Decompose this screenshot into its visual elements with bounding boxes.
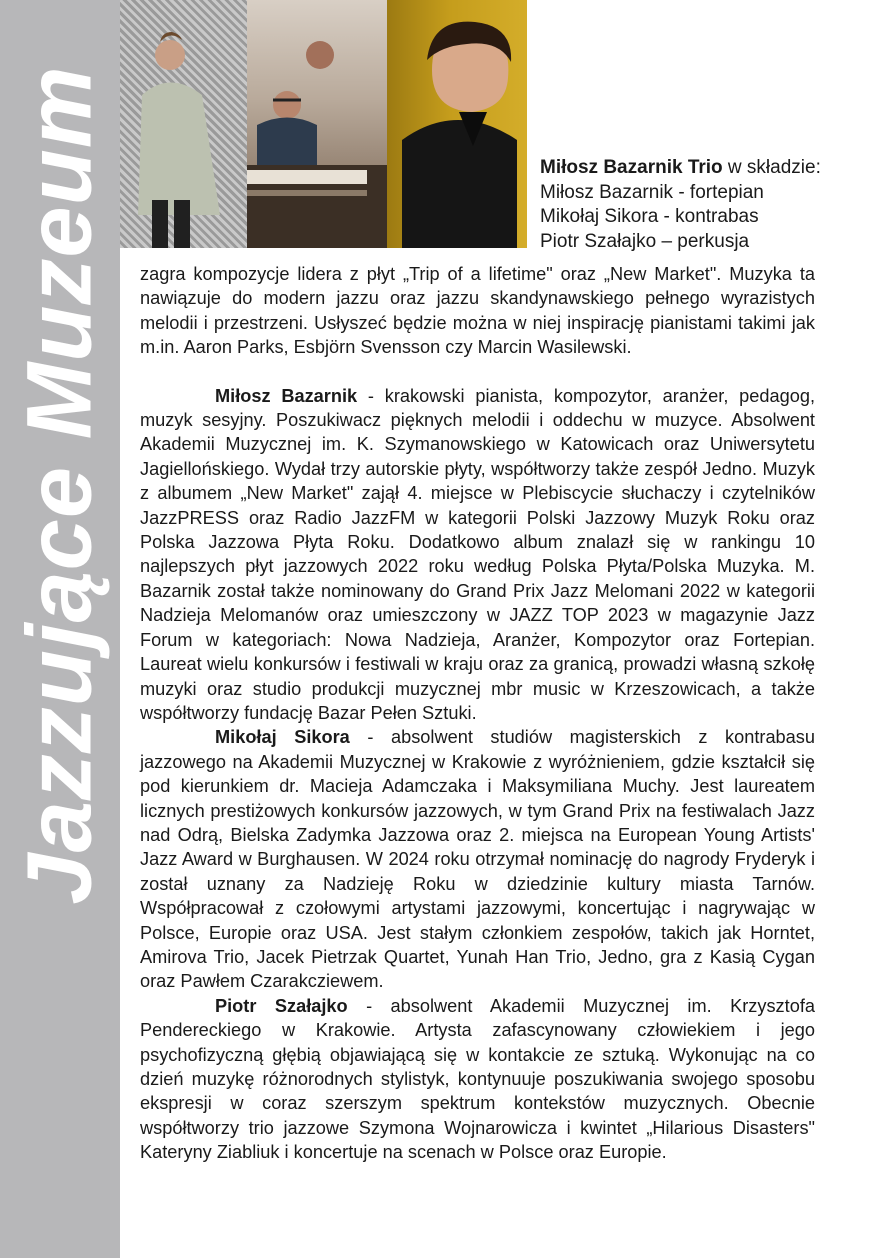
sidebar-band — [0, 0, 120, 1258]
bio-text: - absolwent studiów magisterskich z kontrabasu jazzowego na Akademii Muzycznej w Krakowie z wyróżnieniem, gdzie kształcił się pod kierunkiem dr. Macieja Adamczaka i Maksymiliana Muchy. Jest laureatem licznych prestiżowych konkursów jazzowych, w tym Grand Prix na festiwalach Jazz nad Odrą, Bielska Zadymka Jazzowa oraz 2. miejsca na European Young Artists' Jazz Award w Burghausen. W 2024 roku otrzymał nominację do nagrody Fryderyk i został uznany za Nadzieję Roku w dziedzinie kultury miasta Tarnów. Współpracował z czołowymi artystami jazzowymi, koncertując i nagrywając w Polsce, Europie oraz USA. Jest stałym członkiem zespołów, takich jak Horntet, Amirova Trio, Jacek Pietrzak Quartet, Yunah Han Trio, Jedno, gra z Kasią Cygan oraz Pawłem Czarakcziewem. — [140, 727, 815, 992]
member-line: Miłosz Bazarnik - fortepian — [540, 181, 764, 203]
member-line: Piotr Szałajko – perkusja — [540, 230, 750, 252]
photo-mikolaj-sikora — [247, 0, 387, 248]
band-name: Miłosz Bazarnik Trio — [540, 157, 723, 178]
sidebar-title: Jazzujące Muzeum — [8, 65, 111, 905]
bio-milosz-bazarnik — [140, 384, 815, 726]
article-body — [140, 262, 815, 1165]
bio-name: Mikołaj Sikora — [215, 727, 350, 748]
bio-piotr-szalajko — [140, 994, 815, 1165]
band-lineup-heading — [540, 156, 840, 181]
bio-name: Miłosz Bazarnik — [215, 385, 358, 406]
bio-text: - absolwent Akademii Muzycznej im. Krzysztofa Pendereckiego w Krakowie. Artysta zafascynowany człowiekiem i jego psychofizyczną głębią objawiającą się w kontakcie ze sztuką. Wykonując na co dzień muzykę różnorodnych stylistyk, kontynuuje poszukiwania swojego sposobu ekspresji w coraz szerszym spektrum kontekstów muzycznych. Obecnie współtworzy trio jazzowe Szymona Wojnarowicza i kwintet „Hilarious Disasters" Kateryny Ziabliuk i koncertuje na scenach w Polsce oraz Europie. — [140, 995, 815, 1163]
member-line: Mikołaj Sikora - kontrabas — [540, 206, 759, 227]
intro-paragraph: zagra kompozycje lidera z płyt „Trip of a lifetime" oraz „New Market". Muzyka ta nawiązuje do modern jazzu oraz jazzu skandynawskiego pełnego wyrazistych melodii i przestrzeni. Usłyszeć będzie można w niej inspirację pianistami takimi jak m.in. Aaron Parks, Esbjörn Svensson czy Marcin Wasilewski. — [140, 264, 815, 358]
band-suffix: w składzie: — [722, 157, 821, 178]
bio-text: - krakowski pianista, kompozytor, aranżer, pedagog, muzyk sesyjny. Poszukiwacz pięknych melodii i oddechu w muzyce. Absolwent Akademii Muzycznej im. K. Szymanowskiego w Katowicach oraz Uniwersytetu Jagiellońskiego. Wydał trzy autorskie płyty, współtworzy także zespół Jedno. Muzyk z albumem „New Market" zajął 4. miejsce w Plebiscycie słuchaczy i czytelników JazzPRESS oraz Radio JazzFM w kategorii Polski Jazzowy Muzyk Roku oraz Polska Jazzowa Płyta Roku. Dodatkowo album znalazł się w rankingu 10 najlepszych płyt jazzowych 2022 roku według Polska Płyta/Polska Muzyka. M. Bazarnik został także nominowany do Grand Prix Jazz Melomani 2022 w kategorii Nadzieja Melomanów oraz umieszczony w JAZZ TOP 2023 w magazynie Jazz Forum w kategoriach: Nowa Nadzieja, Aranżer, Kompozytor oraz Fortepian. Laureat wielu konkursów i festiwali w kraju oraz za granicą, prowadzi własną szkołę muzyki oraz studio produkcji muzycznej mbr music w Krzeszowicach, a także współtworzy fundację Bazar Pełen Sztuki. — [140, 385, 815, 723]
bio-name: Piotr Szałajko — [215, 995, 348, 1016]
bio-mikolaj-sikora — [140, 725, 815, 993]
photo-piotr-szalajko — [387, 0, 527, 248]
band-caption — [540, 156, 840, 254]
photo-milosz-bazarnik — [120, 0, 247, 248]
